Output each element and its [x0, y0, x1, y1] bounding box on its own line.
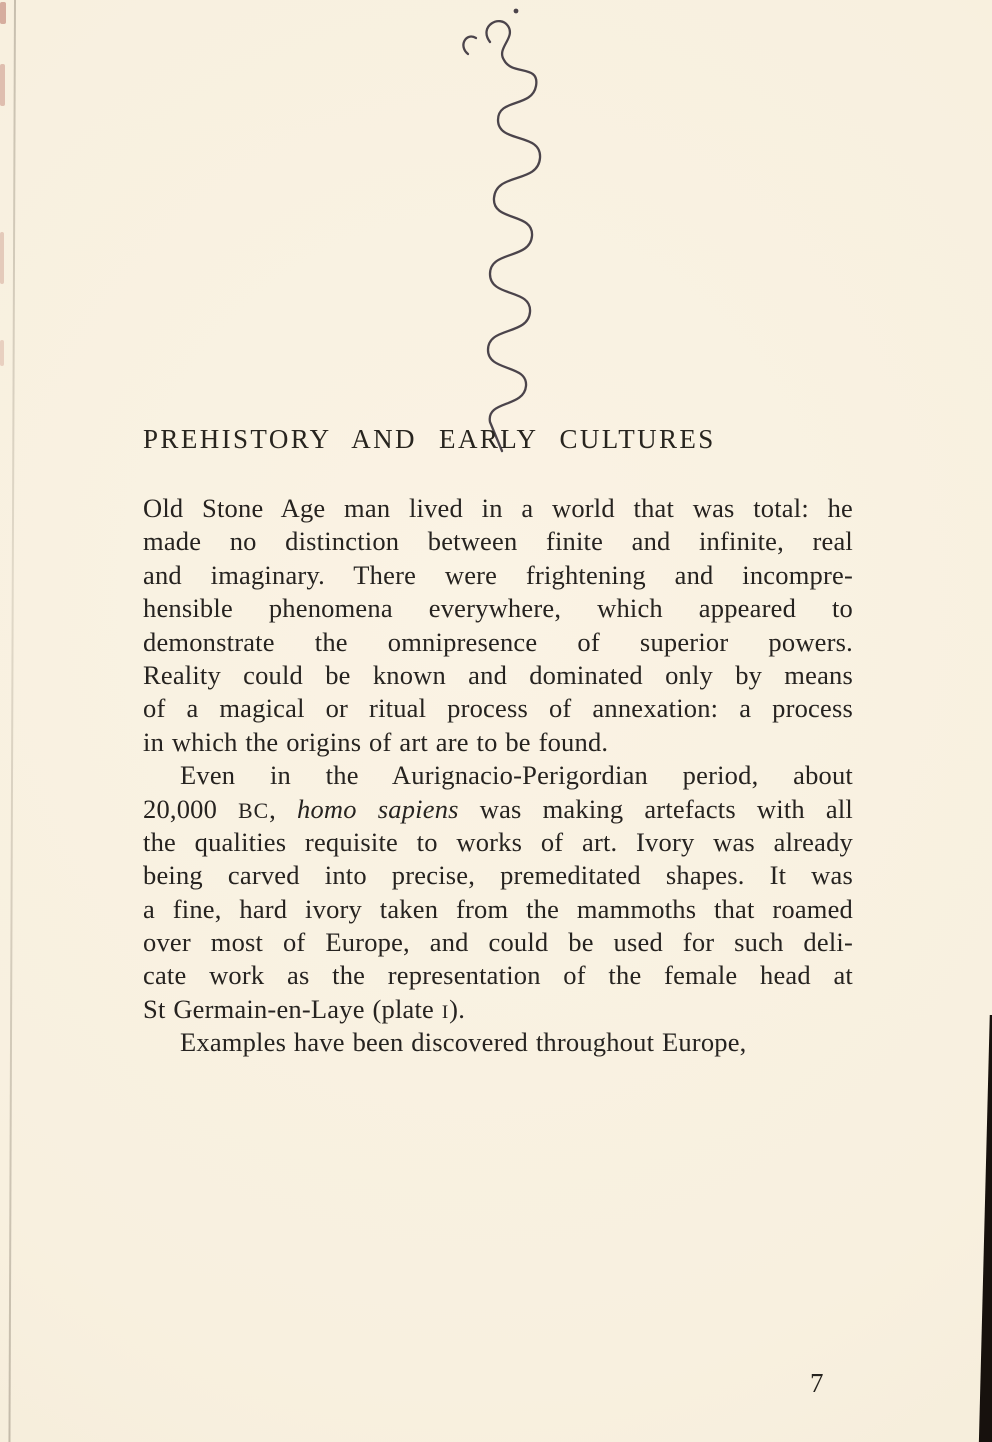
- scan-edge-shadow: [976, 1015, 992, 1442]
- text-line: and imaginary. There were frightening and incompre-: [143, 559, 853, 590]
- page-number: 7: [810, 1368, 824, 1398]
- text-line: cate work as the representation of the female head at: [143, 960, 853, 991]
- text-line: demonstrate the omnipresence of superior powers.: [143, 626, 853, 657]
- chapter-title: PREHISTORY AND EARLY CULTURES: [143, 424, 716, 454]
- text-line: the qualities requisite to works of art. Ivory was already: [143, 826, 853, 857]
- text-line: of a magical or ritual process of annexation: a process: [143, 693, 853, 724]
- body-text: [143, 492, 853, 1060]
- paper-crease: [8, 0, 16, 1442]
- text-line: being carved into precise, premeditated shapes. It was: [143, 860, 853, 891]
- text-line: over most of Europe, and could be used for such deli-: [143, 927, 853, 958]
- page-edge-stain: [0, 340, 4, 366]
- text-line: made no distinction between finite and infinite, real: [143, 526, 853, 557]
- text-line: Reality could be known and dominated only by means: [143, 659, 853, 690]
- text-line: Even in the Aurignacio-Perigordian period, about: [180, 760, 853, 791]
- page-edge-stain: [0, 2, 6, 24]
- text-line: a fine, hard ivory taken from the mammoths that roamed: [143, 893, 853, 924]
- text-line: in which the origins of art are to be found.: [143, 726, 609, 757]
- page-edge-stain: [0, 64, 5, 106]
- text-line: Examples have been discovered throughout Europe,: [180, 1027, 747, 1058]
- page-edge-stain: [0, 232, 4, 284]
- text-line: 20,000 BC, homo sapiens was making artefacts with all: [143, 793, 853, 824]
- text-line: St Germain-en-Laye (plate i).: [143, 993, 466, 1024]
- handwritten-signature-icon: [428, 4, 592, 456]
- text-line: hensible phenomena everywhere, which appeared to: [143, 593, 853, 624]
- text-line: Old Stone Age man lived in a world that was total: he: [143, 493, 853, 523]
